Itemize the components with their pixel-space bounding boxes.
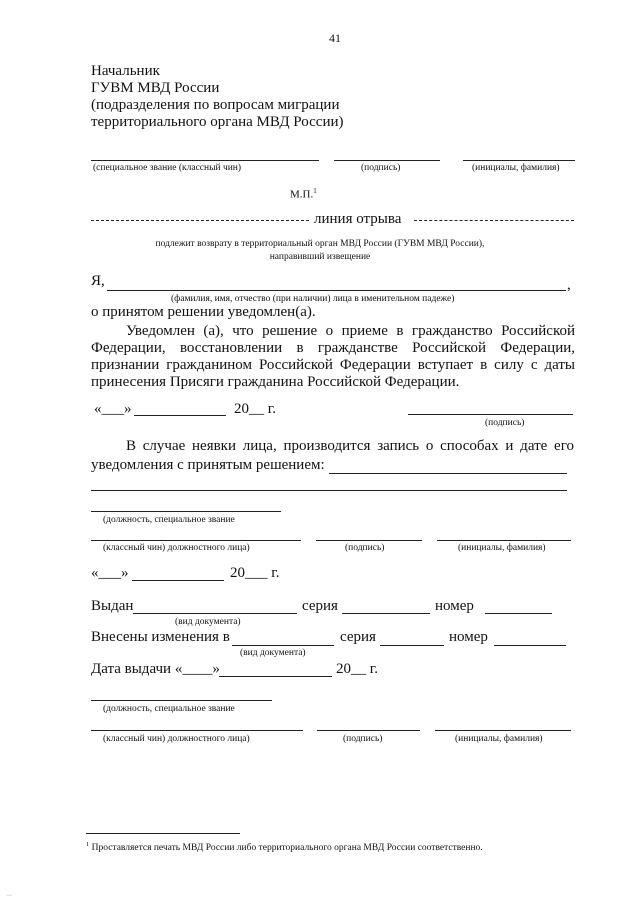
signature-blank-line-4	[317, 730, 420, 731]
signature-blank-line	[334, 160, 440, 161]
footnote	[86, 841, 483, 853]
changes-doc-line	[232, 645, 334, 646]
changes-doc-caption: (вид документа)	[240, 648, 306, 658]
issued-doc-caption: (вид документа)	[175, 617, 241, 627]
issue-date-label: Дата выдачи «____»	[91, 661, 220, 677]
date1-day: «___»	[94, 401, 132, 417]
signature-caption: (подпись)	[361, 163, 401, 173]
issued-series-label: серия	[302, 598, 338, 614]
header-line-3: (подразделения по вопросам миграции	[91, 97, 340, 113]
ya-label: Я,	[91, 273, 105, 289]
footnote-text: Проставляется печать МВД России либо территориального органа МВД России соответственно.	[91, 843, 483, 854]
position-blank-line-2	[91, 700, 272, 701]
tear-dash-left	[91, 220, 309, 221]
changes-label: Внесены изменения в	[91, 629, 230, 645]
name-blank-line	[463, 160, 575, 161]
fio-caption: (фамилия, имя, отчество (при наличии) лица в именительном падеже)	[171, 294, 455, 304]
header-line-2: ГУВМ МВД России	[91, 80, 220, 96]
absence-blank-line-2	[91, 490, 567, 491]
stamp-label	[290, 187, 317, 201]
absence-blank-line-1	[329, 473, 567, 474]
name-caption: (инициалы, фамилия)	[472, 163, 560, 173]
position-caption-2: (должность, специальное звание	[103, 704, 235, 714]
footnote-separator	[86, 833, 240, 834]
date1-month-line	[134, 415, 226, 416]
rank-caption: (специальное звание (классный чин)	[93, 163, 242, 173]
changes-number-label: номер	[449, 629, 488, 645]
name-blank-line-2	[437, 540, 571, 541]
fio-blank-line	[107, 290, 566, 291]
changes-series-line	[380, 645, 444, 646]
rank-blank-line-3	[91, 730, 303, 731]
position-caption: (должность, специальное звание	[103, 515, 235, 525]
notice-paragraph: Уведомлен (а), что решение о приеме в гражданство Российской Федерации, восстановлении в гражданстве Российской Федерации, признании гражданином Российской Федерации вступает в силу с даты принесения Присяги гражданина Российской Федерации.	[91, 323, 575, 390]
changes-number-line	[494, 645, 566, 646]
date2-year: 20___ г.	[230, 565, 280, 581]
issue-date-year: 20__ г.	[336, 661, 378, 677]
signature-blank-line-2	[408, 414, 573, 415]
page-number: 41	[329, 31, 341, 45]
changes-series-label: серия	[340, 629, 376, 645]
position-blank-line	[91, 511, 281, 512]
issued-series-line	[342, 613, 430, 614]
tear-line-label: линия отрыва	[314, 211, 402, 227]
issued-number-line	[485, 613, 552, 614]
name-caption-3: (инициалы, фамилия)	[455, 734, 543, 744]
absence-text-1	[91, 438, 574, 455]
return-note-line-1: подлежит возврату в территориальный орган МВД России (ГУВМ МВД России),	[155, 239, 485, 249]
issued-number-label: номер	[435, 598, 474, 614]
name-blank-line-3	[435, 730, 571, 731]
header-line-1: Начальник	[91, 63, 160, 79]
signature-blank-line-3	[316, 540, 422, 541]
rank-caption-2: (классный чин) должностного лица)	[103, 543, 250, 553]
return-note-line-2: направивший извещение	[269, 252, 371, 262]
stamp-text: М.П.	[290, 188, 314, 201]
ya-comma: ,	[567, 277, 571, 293]
header-line-4: территориального органа МВД России)	[91, 114, 344, 130]
issued-doc-line	[133, 613, 297, 614]
absence-text-2: уведомления с принятым решением:	[91, 457, 325, 473]
signature-caption-3: (подпись)	[345, 543, 385, 553]
issue-date-month-line	[219, 676, 332, 677]
name-caption-2: (инициалы, фамилия)	[458, 543, 546, 553]
footnote-mark: 1	[86, 841, 90, 848]
issued-label: Выдан	[91, 598, 134, 614]
rank-caption-3: (классный чин) должностного лица)	[103, 734, 250, 744]
notified-line: о принятом решении уведомлен(а).	[91, 304, 316, 320]
tear-dash-right	[414, 220, 574, 221]
scan-corner-mark: ···	[6, 893, 12, 899]
absence-line-1: В случае неявки лица, производится запись о способах и дате его	[126, 438, 574, 454]
date2-day: «___»	[91, 565, 129, 581]
date1-year: 20__ г.	[234, 401, 276, 417]
rank-blank-line	[91, 160, 319, 161]
date2-month-line	[132, 580, 224, 581]
rank-blank-line-2	[91, 540, 301, 541]
signature-caption-4: (подпись)	[343, 734, 383, 744]
signature-caption-2: (подпись)	[485, 418, 525, 428]
stamp-footnote-mark: 1	[313, 187, 317, 195]
